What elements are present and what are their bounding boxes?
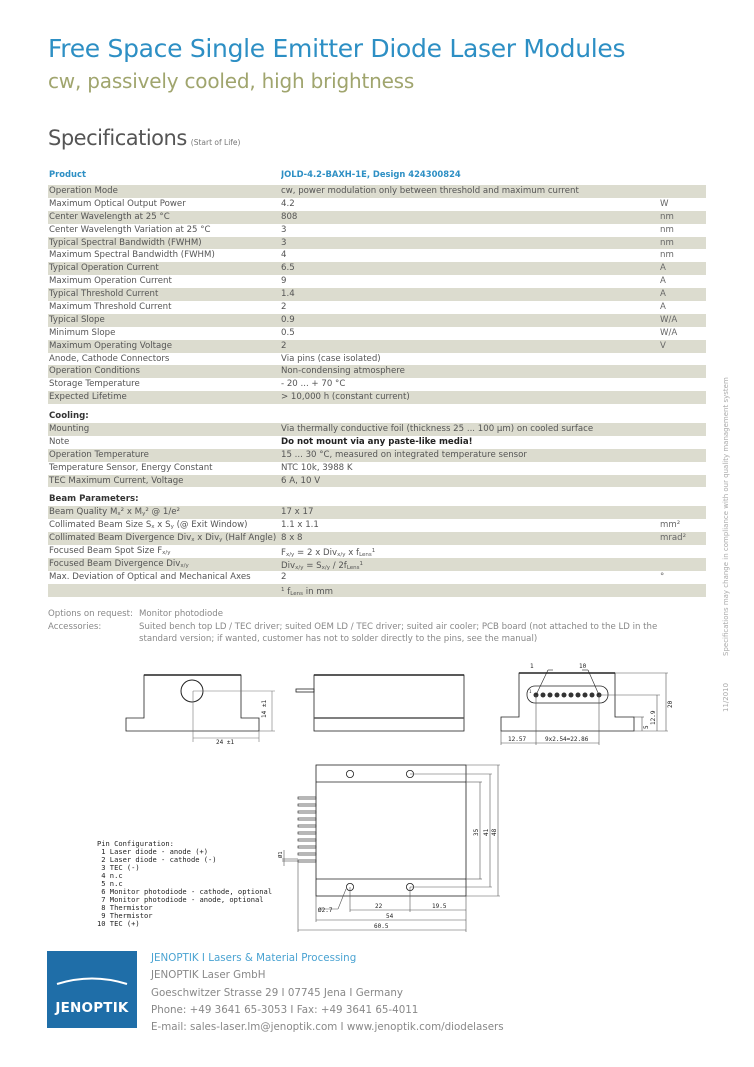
general-spec-row-label: Center Wavelength Variation at 25 °C <box>49 224 211 235</box>
general-spec-row-label: Typical Slope <box>49 314 105 325</box>
cooling-spec-row <box>48 462 706 475</box>
general-spec-row-value: - 20 ... + 70 °C <box>281 379 346 390</box>
general-spec-row-value: 1.4 <box>281 289 295 300</box>
general-spec-row-value: 808 <box>281 211 298 222</box>
pin-configuration <box>97 840 272 927</box>
beam-spec-row <box>48 558 706 571</box>
product-label: Product <box>49 169 86 179</box>
top-view-drawing <box>282 765 500 932</box>
beam-spec-row-label <box>48 584 281 597</box>
general-spec-row <box>48 185 706 198</box>
specifications-heading-text: Specifications <box>48 126 187 150</box>
jenoptik-logo <box>47 951 137 1028</box>
top-dim-total-width: 60.5 <box>374 923 389 930</box>
general-spec-row-unit <box>660 365 706 378</box>
general-spec-row-unit: nm <box>660 237 674 248</box>
top-dim-body-width: 54 <box>386 913 394 920</box>
cooling-spec-row-value: Do not mount via any paste-like media! <box>281 436 473 447</box>
beam-spec-row <box>48 571 706 584</box>
general-spec-row <box>48 224 706 237</box>
general-spec-row-value: cw, power modulation only between threshold and maximum current <box>281 186 579 196</box>
beam-spec-row-label: Max. Deviation of Optical and Mechanical Axes <box>49 571 251 582</box>
end-dim-pitch: 9x2.54=22.86 <box>545 736 589 743</box>
general-spec-row-value: 0.9 <box>281 314 295 325</box>
general-spec-row-unit: W/A <box>660 327 678 338</box>
side-disclaimer: Specifications may change in compliance with our quality management system <box>722 377 730 656</box>
top-dim-hole-height: 41 <box>483 828 490 836</box>
footer-brand-line: JENOPTIK I Lasers & Material Processing <box>151 952 357 964</box>
general-spec-row-label: Minimum Slope <box>49 327 116 338</box>
cooling-spec-row <box>48 436 706 449</box>
general-spec-row-label: Maximum Spectral Bandwidth (FWHM) <box>49 250 215 261</box>
general-spec-row-value: 0.5 <box>281 327 295 338</box>
cooling-spec-row <box>48 475 706 488</box>
cooling-spec-row-unit <box>660 436 706 449</box>
specifications-heading <box>48 126 240 150</box>
general-spec-row-value: 9 <box>281 276 287 287</box>
front-dim-width: 24 ±1 <box>216 739 235 746</box>
general-spec-row-unit: V <box>660 340 666 351</box>
accessories-key: Accessories: <box>48 621 102 632</box>
beam-spec-row-label: Beam Quality $M_x^2$ x $M_y^2$ @ 1/e² <box>49 507 180 518</box>
end-dim-pin-height: 12.9 <box>650 710 657 725</box>
beam-section-title: Beam Parameters: <box>49 494 139 505</box>
beam-spec-row-unit <box>660 545 706 558</box>
general-spec-row-label: Expected Lifetime <box>49 392 127 403</box>
cooling-spec-row-value: NTC 10k, 3988 K <box>281 462 353 473</box>
general-spec-row-label: Operation Conditions <box>49 366 140 377</box>
beam-spec-row-unit <box>660 584 706 597</box>
general-spec-row-value: 2 <box>281 302 287 313</box>
general-spec-row <box>48 391 706 404</box>
general-spec-row-label: Typical Spectral Bandwidth (FWHM) <box>49 237 202 248</box>
general-spec-row-label: Anode, Cathode Connectors <box>49 353 170 364</box>
cooling-section-title: Cooling: <box>49 411 89 422</box>
general-spec-row-unit: W/A <box>660 314 678 325</box>
general-spec-row-unit: A <box>660 289 666 300</box>
pin-item: 3 TEC (-) <box>97 862 140 872</box>
general-spec-row-unit <box>660 353 706 366</box>
end-dim-total-height: 20 <box>667 700 674 708</box>
general-spec-row <box>48 378 706 391</box>
pin-item: 5 n.c <box>97 878 123 888</box>
footer-company: JENOPTIK Laser GmbH <box>151 969 266 982</box>
product-value: JOLD-4.2-BAXH-1E, Design 424300824 <box>281 169 461 179</box>
side-view-drawing <box>296 675 464 731</box>
cooling-spec-row-label: Temperature Sensor, Energy Constant <box>49 462 213 473</box>
product-row <box>48 167 706 181</box>
end-dim-left: 12.57 <box>508 736 527 743</box>
beam-spec-row <box>48 584 706 597</box>
general-spec-row-value: Non-condensing atmosphere <box>281 366 405 377</box>
specifications-table <box>48 167 706 597</box>
specifications-heading-note: (Start of Life) <box>190 138 241 147</box>
general-spec-row-value: 4.2 <box>281 198 295 209</box>
pin-item: 10 TEC (+) <box>97 918 140 928</box>
general-spec-row-unit <box>660 378 706 391</box>
beam-spec-row-label: Collimated Beam Divergence Div$_x$ x Div$_y$ (Half Angle) <box>49 533 277 544</box>
cooling-spec-row-unit <box>660 449 706 462</box>
general-spec-row-unit: nm <box>660 211 674 222</box>
cooling-spec-row-value: Via thermally conductive foil (thickness 25 ... 100 µm) on cooled surface <box>281 424 594 435</box>
pin-item: 6 Monitor photodiode - cathode, optional <box>97 886 273 896</box>
cooling-spec-row-label: TEC Maximum Current, Voltage <box>49 475 184 486</box>
beam-spec-row-value: 2 <box>281 571 287 582</box>
cooling-spec-row-label: Note <box>49 436 70 447</box>
beam-spec-rows <box>48 506 706 596</box>
general-spec-row-label: Storage Temperature <box>49 379 140 390</box>
front-view-drawing <box>126 675 275 742</box>
general-spec-row <box>48 249 706 262</box>
cooling-spec-row <box>48 449 706 462</box>
beam-spec-row-label: Focused Beam Spot Size $F_{x/y}$ <box>49 546 171 557</box>
cooling-spec-row-label: Operation Temperature <box>49 449 149 460</box>
general-spec-row-label: Maximum Operation Current <box>49 276 172 287</box>
general-spec-row-unit: A <box>660 302 666 313</box>
pin-list <box>97 848 272 928</box>
beam-spec-row-value: 1.1 x 1.1 <box>281 520 319 531</box>
options-on-request <box>48 608 688 621</box>
general-spec-row-value: 6.5 <box>281 263 295 274</box>
general-spec-row <box>48 353 706 366</box>
footer-phone: Phone: +49 3641 65-3053 I Fax: +49 3641 65-4011 <box>151 1003 419 1016</box>
pin-item: 7 Monitor photodiode - anode, optional <box>97 894 264 904</box>
accessories-value: Suited bench top LD / TEC driver; suited OEM LD / TEC driver; suited air cooler; PCB board (not attached to the LD in the standard version; if wanted, customer has not to solder directly to the pins, see the manual) <box>139 621 658 644</box>
general-spec-row-label: Maximum Operating Voltage <box>49 340 173 351</box>
general-spec-row <box>48 198 706 211</box>
general-spec-row <box>48 365 706 378</box>
options-value: Monitor photodiode <box>139 609 224 619</box>
general-spec-row-label: Typical Operation Current <box>49 263 159 274</box>
general-spec-row <box>48 237 706 250</box>
pin-item: 4 n.c <box>97 870 123 880</box>
beam-spec-row-unit: mm² <box>660 520 681 531</box>
logo-text: JENOPTIK <box>55 1000 129 1016</box>
pin-item: 8 Thermistor <box>97 902 153 912</box>
end-view-drawing <box>501 670 668 745</box>
general-spec-row-label: Maximum Optical Output Power <box>49 198 186 209</box>
beam-spec-row-value: $^1$ $f_{Lens}$ in mm <box>281 586 334 597</box>
general-spec-row-unit <box>660 185 706 198</box>
top-dim-hole-spacing: 22 <box>375 903 383 910</box>
end-pin-last-label: 10 <box>579 663 587 670</box>
general-spec-row-value: 3 <box>281 224 287 235</box>
general-spec-row-unit: A <box>660 276 666 287</box>
general-spec-row <box>48 288 706 301</box>
general-spec-row <box>48 301 706 314</box>
beam-spec-row-unit <box>660 506 706 519</box>
general-spec-row-unit: W <box>660 198 669 209</box>
general-spec-row-value: > 10,000 h (constant current) <box>281 392 410 403</box>
cooling-spec-row-unit <box>660 423 706 436</box>
beam-spec-row-label: Focused Beam Divergence Div$_{x/y}$ <box>49 558 189 569</box>
beam-spec-row <box>48 506 706 519</box>
general-spec-row-label: Center Wavelength at 25 °C <box>49 211 170 222</box>
top-dim-hole: Ø2.7 <box>318 907 333 914</box>
cooling-spec-row-label: Mounting <box>49 424 90 435</box>
beam-spec-row-value: $Div_{x/y} = S_{x/y} / 2f_{Lens}^1$ <box>281 560 364 571</box>
general-spec-row <box>48 340 706 353</box>
beam-spec-row-unit: mrad² <box>660 533 687 544</box>
beam-spec-row <box>48 545 706 558</box>
footer-contact: E-mail: sales-laser.lm@jenoptik.com I www.jenoptik.com/diodelasers <box>151 1021 504 1034</box>
cooling-spec-row-value: 6 A, 10 V <box>281 475 321 486</box>
general-spec-row-unit: nm <box>660 250 674 261</box>
pin-configuration-title: Pin Configuration: <box>97 839 174 848</box>
general-spec-row <box>48 275 706 288</box>
logo-arc-icon <box>47 951 137 1028</box>
beam-spec-row-unit <box>660 558 706 571</box>
general-spec-row <box>48 262 706 275</box>
general-spec-rows <box>48 185 706 404</box>
general-spec-row-label: Maximum Threshold Current <box>49 302 172 313</box>
general-spec-row-label: Typical Threshold Current <box>49 289 159 300</box>
beam-spec-row-value: $F_{x/y} = 2$ x Div$_{x/y}$ x $f_{Lens}^1$ <box>281 548 376 558</box>
front-dim-height: 14 ±1 <box>261 699 268 718</box>
cooling-spec-rows <box>48 423 706 487</box>
general-spec-row-value: 4 <box>281 250 287 261</box>
top-dim-inner-height: 35 <box>473 828 480 836</box>
general-spec-row <box>48 314 706 327</box>
end-pin-marker: 1 <box>529 689 532 694</box>
general-spec-row-value: Via pins (case isolated) <box>281 353 381 364</box>
top-dim-hole-edge: 19.5 <box>432 903 447 910</box>
beam-spec-row-label: Collimated Beam Size $S_x$ x $S_y$ (@ Exit Window) <box>49 520 248 531</box>
general-spec-row-unit: A <box>660 263 666 274</box>
pin-item: 2 Laser diode - cathode (-) <box>97 854 217 864</box>
beam-spec-row <box>48 532 706 545</box>
beam-spec-row-value: 8 x 8 <box>281 533 303 544</box>
cooling-spec-row-unit <box>660 475 706 488</box>
general-spec-row-label: Operation Mode <box>49 186 118 196</box>
top-dim-pin: Ø1 <box>278 851 284 858</box>
side-date: 11/2010 <box>722 682 730 712</box>
beam-spec-row <box>48 519 706 532</box>
pin-item: 1 Laser diode - anode (+) <box>97 846 209 856</box>
general-spec-row-value: 3 <box>281 237 287 248</box>
cooling-spec-row-unit <box>660 462 706 475</box>
end-dim-base: 5 <box>643 725 650 729</box>
cooling-spec-row-value: 15 ... 30 °C, measured on integrated temperature sensor <box>281 449 527 460</box>
general-spec-row-unit <box>660 391 706 404</box>
general-spec-row-value: 2 <box>281 340 287 351</box>
general-spec-row-unit: nm <box>660 224 674 235</box>
beam-spec-row-unit: ° <box>660 571 665 582</box>
general-spec-row <box>48 211 706 224</box>
options-key: Options on request: <box>48 609 133 619</box>
general-spec-row <box>48 327 706 340</box>
cooling-spec-row <box>48 423 706 436</box>
page-title: Free Space Single Emitter Diode Laser Modules <box>48 34 626 63</box>
end-pin-first-label: 1 <box>530 663 534 670</box>
pin-item: 9 Thermistor <box>97 910 153 920</box>
footer-contact-info <box>151 950 504 1036</box>
top-dim-total-height: 48 <box>491 828 498 836</box>
beam-spec-row-value: 17 x 17 <box>281 507 314 518</box>
page-subtitle: cw, passively cooled, high brightness <box>48 69 415 93</box>
footer-address: Goeschwitzer Strasse 29 I 07745 Jena I Germany <box>151 986 404 999</box>
